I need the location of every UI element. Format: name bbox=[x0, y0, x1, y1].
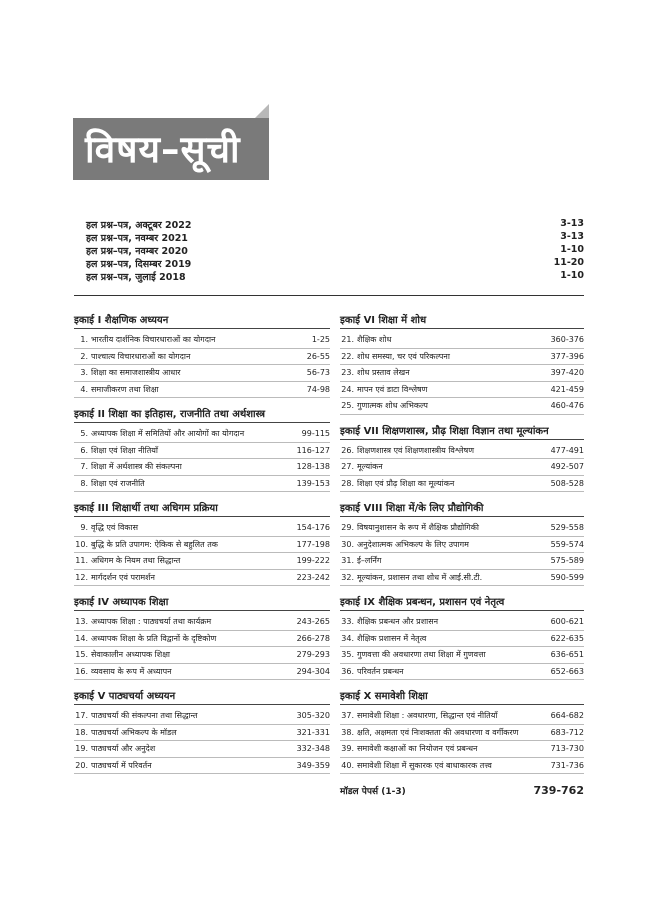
chapter-number: 38. bbox=[341, 727, 354, 737]
chapter-number: 19. bbox=[75, 744, 88, 754]
unit-title: इकाई I शैक्षणिक अध्ययन bbox=[74, 312, 330, 329]
chapter-pages: 266-278 bbox=[296, 633, 330, 643]
chapter-number: 13. bbox=[75, 617, 88, 627]
page-title: विषय–सूची bbox=[85, 128, 241, 171]
chapter-title: पाठ्यचर्या में परिवर्तन bbox=[91, 760, 152, 770]
toc-entry[interactable] bbox=[340, 537, 584, 554]
toc-entry[interactable] bbox=[74, 664, 330, 681]
chapter-number: 40. bbox=[341, 760, 354, 770]
toc-entry[interactable] bbox=[340, 476, 584, 493]
chapter-title: अध्यापक शिक्षा : पाठ्यचर्या तथा कार्यक्रम bbox=[91, 617, 212, 627]
chapter-number: 1. bbox=[80, 335, 88, 345]
chapter-number: 8. bbox=[80, 478, 88, 488]
toc-entry[interactable] bbox=[74, 520, 330, 537]
toc-entry[interactable] bbox=[340, 443, 584, 460]
chapter-number: 20. bbox=[75, 760, 88, 770]
chapter-number: 2. bbox=[80, 351, 88, 361]
toc-entry[interactable] bbox=[340, 382, 584, 399]
solved-paper-row[interactable]: हल प्रश्न–पत्र, नवम्बर 2020 1-10 bbox=[86, 244, 584, 257]
chapter-title: व्यवसाय के रूप में अध्यापन bbox=[91, 666, 172, 676]
chapter-title: अध्यापक शिक्षा के प्रति विद्वानों के दृष्टिकोण bbox=[91, 633, 217, 643]
chapter-pages: 575-589 bbox=[550, 556, 584, 566]
toc-entry[interactable] bbox=[74, 708, 330, 725]
chapter-number: 26. bbox=[341, 445, 354, 455]
chapter-title: शिक्षा का समाजशास्त्रीय आधार bbox=[91, 368, 181, 378]
chapter-pages: 622-635 bbox=[550, 633, 584, 643]
unit-section bbox=[74, 500, 330, 586]
chapter-title: अधिगम के नियम तथा सिद्धान्त bbox=[91, 556, 181, 566]
toc-entry[interactable] bbox=[340, 631, 584, 648]
toc-entry[interactable] bbox=[74, 537, 330, 554]
chapter-number: 11. bbox=[75, 556, 88, 566]
solved-papers-list bbox=[86, 218, 584, 283]
chapter-title: समावेशी शिक्षा : अवधारणा, सिद्धान्त एवं नीतियाँ bbox=[357, 711, 498, 721]
toc-entry[interactable] bbox=[74, 459, 330, 476]
unit-section bbox=[340, 688, 584, 774]
toc-entry[interactable] bbox=[74, 365, 330, 382]
chapter-pages: 177-198 bbox=[296, 539, 330, 549]
solved-paper-row[interactable]: हल प्रश्न–पत्र, जुलाई 2018 1-10 bbox=[86, 270, 584, 283]
title-fold-decoration bbox=[254, 104, 269, 119]
unit-section bbox=[340, 594, 584, 680]
chapter-title: शैक्षिक प्रशासन में नेतृत्व bbox=[357, 633, 427, 643]
chapter-title: अनुदेशात्मक अभिकल्प के लिए उपागम bbox=[357, 539, 469, 549]
chapter-number: 17. bbox=[75, 711, 88, 721]
chapter-pages: 508-528 bbox=[550, 478, 584, 488]
chapter-pages: 116-127 bbox=[296, 445, 330, 455]
toc-entry[interactable] bbox=[340, 520, 584, 537]
chapter-title: शैक्षिक प्रबन्धन और प्रशासन bbox=[357, 617, 439, 627]
chapter-number: 39. bbox=[341, 744, 354, 754]
chapter-title: ई–लर्निंग bbox=[357, 556, 382, 566]
chapter-title: शिक्षा में अर्थशास्त्र की संकल्पना bbox=[91, 462, 182, 472]
chapter-title: परिवर्तन प्रबन्धन bbox=[357, 666, 404, 676]
chapter-pages: 349-359 bbox=[296, 760, 330, 770]
toc-entry[interactable] bbox=[340, 349, 584, 366]
chapter-pages: 294-304 bbox=[296, 666, 330, 676]
chapter-number: 32. bbox=[341, 572, 354, 582]
toc-entry[interactable] bbox=[340, 332, 584, 349]
chapter-pages: 664-682 bbox=[550, 711, 584, 721]
toc-entry[interactable] bbox=[340, 725, 584, 742]
solved-paper-row[interactable]: हल प्रश्न–पत्र, नवम्बर 2021 3-13 bbox=[86, 231, 584, 244]
chapter-pages: 636-651 bbox=[550, 650, 584, 660]
chapter-title: भारतीय दार्शनिक विचारधाराओं का योगदान bbox=[91, 335, 216, 345]
chapter-pages: 600-621 bbox=[550, 617, 584, 627]
chapter-number: 22. bbox=[341, 351, 354, 361]
chapter-number: 7. bbox=[80, 462, 88, 472]
chapter-title: पाश्चात्य विचारधाराओं का योगदान bbox=[91, 351, 191, 361]
chapter-title: शोध प्रस्ताव लेखन bbox=[357, 368, 410, 378]
chapter-title: शिक्षा एवं राजनीति bbox=[91, 478, 145, 488]
chapter-pages: 477-491 bbox=[550, 445, 584, 455]
chapter-title: समावेशी कक्षाओं का नियोजन एवं प्रबन्धन bbox=[357, 744, 478, 754]
chapter-number: 6. bbox=[80, 445, 88, 455]
chapter-number: 4. bbox=[80, 384, 88, 394]
toc-entry[interactable] bbox=[340, 459, 584, 476]
chapter-number: 24. bbox=[341, 384, 354, 394]
chapter-number: 31. bbox=[341, 556, 354, 566]
chapter-title: शिक्षणशास्त्र एवं शिक्षणशास्त्रीय विश्लेषण bbox=[357, 445, 475, 455]
chapter-number: 35. bbox=[341, 650, 354, 660]
chapter-pages: 305-320 bbox=[296, 711, 330, 721]
unit-title: इकाई X समावेशी शिक्षा bbox=[340, 688, 584, 705]
chapter-number: 5. bbox=[80, 429, 88, 439]
chapter-pages: 652-663 bbox=[550, 666, 584, 676]
chapter-pages: 559-574 bbox=[550, 539, 584, 549]
chapter-pages: 1-25 bbox=[311, 335, 330, 345]
chapter-title: पाठ्यचर्या अभिकल्प के मॉडल bbox=[91, 727, 177, 737]
chapter-pages: 154-176 bbox=[296, 523, 330, 533]
section-divider bbox=[74, 295, 584, 296]
toc-entry[interactable] bbox=[340, 614, 584, 631]
chapter-pages: 139-153 bbox=[296, 478, 330, 488]
chapter-number: 16. bbox=[75, 666, 88, 676]
unit-title: इकाई VI शिक्षा में शोध bbox=[340, 312, 584, 329]
toc-entry[interactable] bbox=[74, 614, 330, 631]
toc-entry[interactable] bbox=[74, 570, 330, 587]
chapter-number: 14. bbox=[75, 633, 88, 643]
chapter-title: क्षति, अक्षमता एवं निःशक्तता की अवधारणा व वर्गीकरण bbox=[357, 727, 519, 737]
chapter-title: विषयानुशासन के रूप में शैक्षिक प्रौद्योगिकी bbox=[357, 523, 479, 533]
chapter-pages: 56-73 bbox=[306, 368, 330, 378]
chapter-title: सेवाकालीन अध्यापक शिक्षा bbox=[91, 650, 171, 660]
chapter-title: शोध समस्या, चर एवं परिकल्पना bbox=[357, 351, 450, 361]
chapter-number: 15. bbox=[75, 650, 88, 660]
unit-title: इकाई III शिक्षार्थी तथा अधिगम प्रक्रिया bbox=[74, 500, 330, 517]
chapter-pages: 397-420 bbox=[550, 368, 584, 378]
chapter-title: शिक्षा एवं प्रौढ़ शिक्षा का मूल्यांकन bbox=[357, 478, 455, 488]
chapter-pages: 279-293 bbox=[296, 650, 330, 660]
chapter-title: पाठ्यचर्या की संकल्पना तथा सिद्धान्त bbox=[91, 711, 198, 721]
chapter-pages: 26-55 bbox=[306, 351, 330, 361]
toc-entry[interactable] bbox=[340, 647, 584, 664]
unit-section bbox=[74, 688, 330, 774]
toc-entry[interactable] bbox=[74, 476, 330, 493]
chapter-number: 9. bbox=[80, 523, 88, 533]
model-papers-label: मॉडल पेपर्स (1-3) bbox=[340, 787, 406, 797]
toc-entry[interactable] bbox=[340, 570, 584, 587]
left-column bbox=[74, 312, 330, 782]
model-papers-pages: 739-762 bbox=[533, 784, 584, 797]
chapter-title: समाजीकरण तथा शिक्षा bbox=[91, 384, 159, 394]
unit-section bbox=[74, 406, 330, 492]
chapter-number: 37. bbox=[341, 711, 354, 721]
toc-entry[interactable] bbox=[74, 631, 330, 648]
unit-title: इकाई IX शैक्षिक प्रबन्धन, प्रशासन एवं नेतृत्व bbox=[340, 594, 584, 611]
chapter-number: 28. bbox=[341, 478, 354, 488]
unit-section bbox=[340, 500, 584, 586]
chapter-number: 30. bbox=[341, 539, 354, 549]
toc-entry[interactable] bbox=[74, 553, 330, 570]
toc-entry[interactable] bbox=[340, 758, 584, 775]
chapter-title: पाठ्यचर्या और अनुदेश bbox=[91, 744, 156, 754]
unit-title: इकाई V पाठ्यचर्या अध्ययन bbox=[74, 688, 330, 705]
chapter-pages: 223-242 bbox=[296, 572, 330, 582]
chapter-pages: 128-138 bbox=[296, 462, 330, 472]
toc-entry[interactable] bbox=[340, 398, 584, 415]
chapter-pages: 321-331 bbox=[296, 727, 330, 737]
chapter-pages: 492-507 bbox=[550, 462, 584, 472]
chapter-title: शैक्षिक शोध bbox=[357, 335, 392, 345]
chapter-pages: 683-712 bbox=[550, 727, 584, 737]
solved-paper-row[interactable]: हल प्रश्न–पत्र, दिसम्बर 2019 11-20 bbox=[86, 257, 584, 270]
chapter-title: गुणात्मक शोध अभिकल्प bbox=[357, 401, 428, 411]
right-units bbox=[340, 312, 584, 774]
chapter-title: गुणवत्ता की अवधारणा तथा शिक्षा में गुणवत्ता bbox=[357, 650, 486, 660]
toc-entry[interactable] bbox=[340, 365, 584, 382]
toc-entry[interactable] bbox=[340, 741, 584, 758]
chapter-pages: 199-222 bbox=[296, 556, 330, 566]
chapter-number: 36. bbox=[341, 666, 354, 676]
chapter-title: मूल्यांकन bbox=[357, 462, 383, 472]
toc-entry[interactable] bbox=[74, 741, 330, 758]
toc-entry[interactable] bbox=[340, 708, 584, 725]
toc-entry[interactable] bbox=[340, 553, 584, 570]
chapter-title: समावेशी शिक्षा में सुकारक एवं बाधाकारक तत्त्व bbox=[357, 760, 492, 770]
toc-entry[interactable] bbox=[74, 647, 330, 664]
chapter-pages: 590-599 bbox=[550, 572, 584, 582]
chapter-pages: 74-98 bbox=[306, 384, 330, 394]
chapter-title: मूल्यांकन, प्रशासन तथा शोध में आई.सी.टी. bbox=[357, 572, 483, 582]
chapter-number: 23. bbox=[341, 368, 354, 378]
toc-entry[interactable] bbox=[74, 758, 330, 775]
chapter-title: मार्गदर्शन एवं परामर्शन bbox=[91, 572, 155, 582]
chapter-title: बुद्धि के प्रति उपागम: ऐकिक से बहुलित तक bbox=[91, 539, 218, 549]
chapter-number: 12. bbox=[75, 572, 88, 582]
chapter-pages: 529-558 bbox=[550, 523, 584, 533]
unit-title: इकाई II शिक्षा का इतिहास, राजनीति तथा अर्थशास्त्र bbox=[74, 406, 330, 423]
chapter-number: 25. bbox=[341, 401, 354, 411]
toc-entry[interactable] bbox=[74, 332, 330, 349]
toc-entry[interactable] bbox=[74, 426, 330, 443]
chapter-pages: 377-396 bbox=[550, 351, 584, 361]
chapter-title: वृद्धि एवं विकास bbox=[91, 523, 139, 533]
chapter-pages: 713-730 bbox=[550, 744, 584, 754]
chapter-pages: 243-265 bbox=[296, 617, 330, 627]
right-column bbox=[340, 312, 584, 797]
toc-entry[interactable] bbox=[74, 725, 330, 742]
chapter-pages: 332-348 bbox=[296, 744, 330, 754]
chapter-title: शिक्षा एवं शिक्षा नीतियाँ bbox=[91, 445, 158, 455]
unit-section bbox=[340, 423, 584, 493]
solved-paper-row[interactable]: हल प्रश्न–पत्र, अक्टूबर 2022 3-13 bbox=[86, 218, 584, 231]
unit-title: इकाई VII शिक्षणशास्त्र, प्रौढ़ शिक्षा विज्ञान तथा मूल्यांकन bbox=[340, 423, 584, 440]
chapter-number: 3. bbox=[80, 368, 88, 378]
chapter-pages: 360-376 bbox=[550, 335, 584, 345]
toc-entry[interactable] bbox=[340, 664, 584, 681]
chapter-pages: 421-459 bbox=[550, 384, 584, 394]
chapter-number: 33. bbox=[341, 617, 354, 627]
unit-section bbox=[340, 312, 584, 415]
chapter-title: अध्यापक शिक्षा में समितियों और आयोगों का योगदान bbox=[91, 429, 245, 439]
chapter-pages: 731-736 bbox=[550, 760, 584, 770]
chapter-number: 34. bbox=[341, 633, 354, 643]
toc-entry[interactable] bbox=[74, 443, 330, 460]
unit-title: इकाई IV अध्यापक शिक्षा bbox=[74, 594, 330, 611]
toc-entry[interactable] bbox=[74, 382, 330, 399]
unit-title: इकाई VIII शिक्षा में/के लिए प्रौद्योगिकी bbox=[340, 500, 584, 517]
chapter-number: 21. bbox=[341, 335, 354, 345]
title-banner bbox=[73, 118, 269, 180]
chapter-number: 18. bbox=[75, 727, 88, 737]
chapter-pages: 99-115 bbox=[301, 429, 330, 439]
unit-section bbox=[74, 594, 330, 680]
chapter-pages: 460-476 bbox=[550, 401, 584, 411]
chapter-number: 29. bbox=[341, 523, 354, 533]
chapter-number: 27. bbox=[341, 462, 354, 472]
chapter-number: 10. bbox=[75, 539, 88, 549]
toc-entry[interactable] bbox=[74, 349, 330, 366]
unit-section bbox=[74, 312, 330, 398]
model-papers-row[interactable] bbox=[340, 784, 584, 797]
chapter-title: मापन एवं डाटा विश्लेषण bbox=[357, 384, 428, 394]
